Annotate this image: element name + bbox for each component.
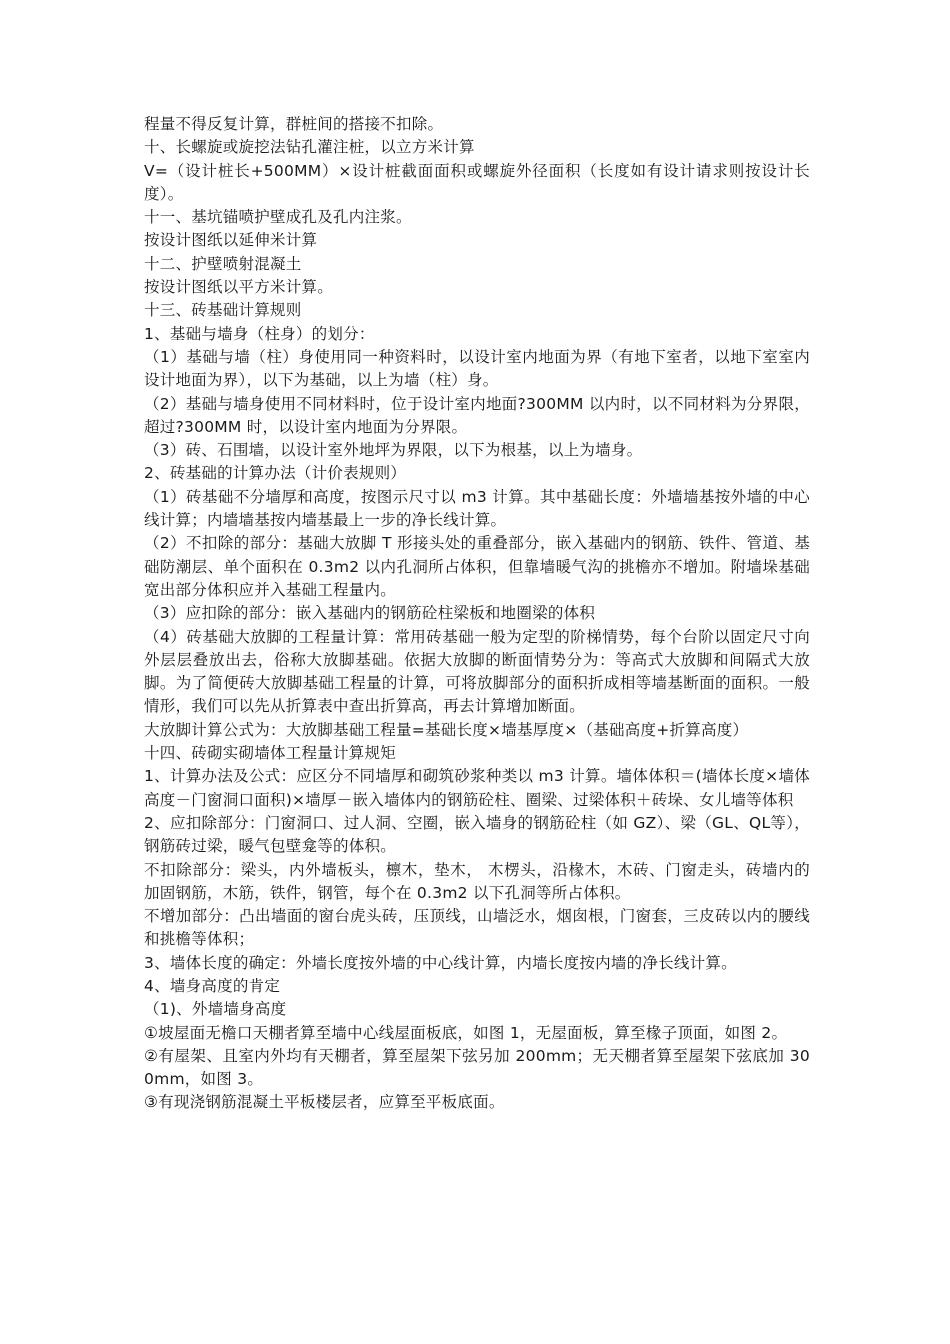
paragraph: 程量不得反复计算，群桩间的搭接不扣除。 [144, 115, 444, 133]
list-item: ①坡屋面无檐口天棚者算至墙中心线屋面板底，如图 1，无屋面板，算至椽子顶面，如图 2。 [144, 1023, 788, 1042]
paragraph: （2）基础与墙身使用不同材料时，位于设计室内地面?300MM 以内时，以不同材料为分界限，超过?300MM 时，以设计室内地面为分界限。 [144, 394, 810, 436]
paragraph: 1、计算办法及公式：应区分不同墙厚和砌筑砂浆种类以 m3 计算。墙体体积＝(墙体长度×墙体高度－门窗洞口面积)×墙厚－嵌入墙体内的钢筋砼柱、圈梁、过梁体积＋砖垛、女儿墙等体积 [144, 767, 810, 809]
list-item: ③有现浇钢筋混凝土平板楼层者，应算至平板底面。 [144, 1093, 505, 1112]
paragraph: 不扣除部分：梁头，内外墙板头，檩木，垫木， 木楞头，沿椽木，木砖、门窗走头，砖墙内的加固钢筋，木筋，铁件，钢管，每个在 0.3m2 以下孔洞等所占体积。 [144, 860, 810, 902]
paragraph: 按设计图纸以延伸米计算 [144, 231, 318, 250]
paragraph: 2、应扣除部分：门窗洞口、过人洞、空圈，嵌入墙身的钢筋砼柱（如 GZ）、梁（GL、QL等）， 钢筋砖过梁，暖气包壁龛等的体积。 [144, 813, 810, 856]
section-heading: 十一、基坑锚喷护壁成孔及孔内注浆。 [144, 208, 412, 227]
list-item: ②有屋架、且室内外均有天棚者，算至屋架下弦另加 200mm；无天棚者算至屋架下弦底加 300mm，如图 3。 [144, 1046, 810, 1089]
paragraph: （1）基础与墙（柱）身使用同一种资料时，以设计室内地面为界（有地下室者，以地下室室内设计地面为界），以下为基础，以上为墙（柱）身。 [144, 347, 810, 390]
paragraph: 按设计图纸以平方米计算。 [144, 278, 334, 297]
subsection-heading: 2、砖基础的计算办法（计价表规则） [144, 464, 407, 483]
paragraph: （1）砖基础不分墙厚和高度，按图示尺寸以 m3 计算。其中基础长度：外墙墙基按外墙的中心线计算；内墙墙基按内墙基最上一步的净长线计算。 [144, 487, 810, 530]
document-body [144, 113, 810, 1115]
paragraph: （3）砖、石围墙，以设计室外地坪为界限，以下为根基，以上为墙身。 [144, 441, 643, 460]
paragraph: （4）砖基础大放脚的工程量计算：常用砖基础一般为定型的阶梯情势，每个台阶以固定尺寸向外层层叠放出去，俗称大放脚基础。依据大放脚的断面情势分为：等高式大放脚和间隔式大放脚。为了简便砖大放脚基础工程量的计算，可将放脚部分的面积折成相等墙基断面的面积。一般情形，我们可以先从折算表中查出折算高，再去计算增加断面。 [144, 627, 810, 716]
section-heading: 十、长螺旋或旋挖法钻孔灌注桩，以立方米计算 [144, 138, 475, 157]
paragraph: （3）应扣除的部分：嵌入基础内的钢筋砼柱梁板和地圈梁的体积 [144, 604, 596, 623]
paragraph: （1)、外墙墙身高度 [144, 1000, 287, 1019]
formula-paragraph: 大放脚计算公式为：大放脚基础工程量=基础长度×墙基厚度×（基础高度+折算高度） [144, 720, 749, 739]
section-heading: 十二、护壁喷射混凝土 [144, 254, 302, 273]
section-heading: 十四、砖砌实砌墙体工程量计算规矩 [144, 744, 397, 763]
paragraph: 3、墙体长度的确定：外墙长度按外墙的中心线计算，内墙长度按内墙的净长线计算。 [144, 953, 737, 972]
paragraph: V=（设计桩长+500MM）×设计桩截面面积或螺旋外径面积（长度如有设计请求则按设计长度）。 [144, 161, 810, 203]
paragraph: （2）不扣除的部分：基础大放脚 T 形接头处的重叠部分，嵌入基础内的钢筋、铁件、管道、基础防潮层、单个面积在 0.3m2 以内孔洞所占体积，但靠墙暖气沟的挑檐亦不增加。附墙垛基础宽出部分体积应并入基础工程量内。 [144, 534, 810, 599]
subsection-heading: 4、墙身高度的肯定 [144, 976, 281, 995]
paragraph: 不增加部分：凸出墙面的窗台虎头砖，压顶线，山墙泛水，烟囱根，门窗套，三皮砖以内的腰线和挑檐等体积； [144, 907, 810, 949]
section-heading: 十三、砖基础计算规则 [144, 301, 302, 320]
subsection-heading: 1、基础与墙身（柱身）的划分： [144, 324, 375, 343]
